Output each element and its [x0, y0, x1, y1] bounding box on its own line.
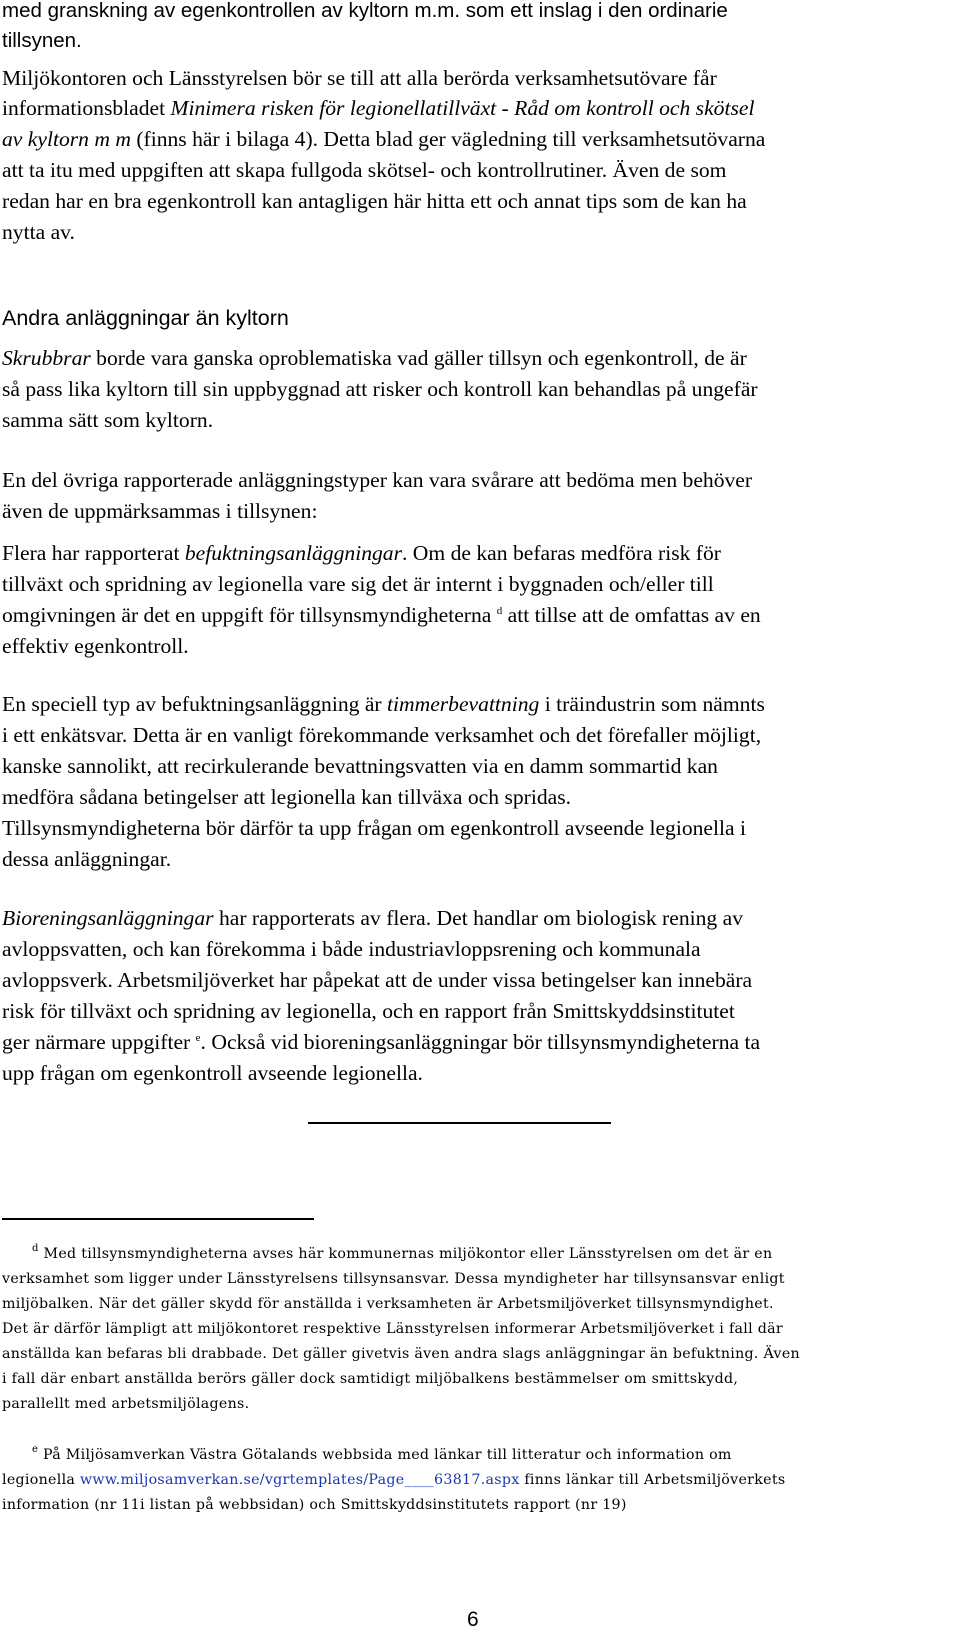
- para7-line5-text-b: . Också vid bioreningsanläggningar bör tillsynsmyndigheterna ta: [200, 1030, 761, 1054]
- term-skrubbrar: Skrubbrar: [2, 346, 91, 370]
- footnote-e-line2-text-b: finns länkar till Arbetsmiljöverkets: [519, 1472, 786, 1488]
- para7-line1-text: har rapporterats av flera. Det handlar om biologisk rening av: [213, 906, 744, 930]
- footnote-ref-d[interactable]: d: [496, 605, 503, 617]
- footnote-d-line1: [2, 1242, 772, 1266]
- footnote-d-line1-text: Med tillsynsmyndigheterna avses här kommunernas miljökontor eller Länsstyrelsen om det är en: [38, 1246, 773, 1262]
- para6-line6: dessa anläggningar.: [2, 847, 172, 871]
- para6-line1-text-a: En speciell typ av befuktningsanläggning är: [2, 692, 387, 716]
- para2-line2-text: informationsbladet: [2, 96, 171, 120]
- term-bioreningsanlaggningar: Bioreningsanläggningar: [2, 906, 214, 930]
- para5-line3: [2, 600, 761, 630]
- para7-line3: avloppsverk. Arbetsmiljöverket har påpekat att de under vissa betingelser kan innebära: [2, 968, 753, 992]
- para2-line6: nytta av.: [2, 220, 75, 244]
- footnote-d-marker: d: [32, 1243, 39, 1254]
- term-timmerbevattning: timmerbevattning: [387, 692, 540, 716]
- para6-line1-text-c: i träindustrin som nämnts: [539, 692, 765, 716]
- section-heading: Andra anläggningar än kyltorn: [2, 306, 289, 330]
- footnote-d-line3: miljöbalken. När det gäller skydd för anställda i verksamheten är Arbetsmiljöverket tillsynsmyndighet.: [2, 1296, 774, 1312]
- section-separator-rule: [308, 1122, 611, 1124]
- para7-line5-text-a: ger närmare uppgifter: [2, 1030, 196, 1054]
- footnote-separator-rule: [2, 1218, 314, 1220]
- para5-line3-text-b: att tillse att de omfattas av en: [502, 603, 761, 627]
- para6-line3: kanske sannolikt, att recirkulerande bevattningsvatten via en damm sommartid kan: [2, 754, 718, 778]
- para7-line1: [2, 903, 743, 933]
- footnote-e-marker: e: [32, 1444, 39, 1455]
- para3-line1-text: borde vara ganska oproblematiska vad gäller tillsyn och egenkontroll, de är: [90, 346, 747, 370]
- para2-line3-text: (finns här i bilaga 4). Detta blad ger vägledning till verksamhetsutövarna: [130, 127, 766, 151]
- footnote-e-line2-text-a: legionella: [2, 1472, 80, 1488]
- footnote-e-line1: [2, 1443, 732, 1467]
- term-befuktningsanlaggningar: befuktningsanläggningar: [184, 541, 402, 565]
- footnote-d-line4: Det är därför lämpligt att miljökontoret respektive Länsstyrelsen informerar Arbetsmiljöverket i fall där: [2, 1321, 783, 1337]
- footnote-d-line7: parallellt med arbetsmiljölagens.: [2, 1396, 250, 1412]
- para2-line4: att ta itu med uppgiften att skapa fullgoda skötsel- och kontrollrutiner. Även de som: [2, 158, 727, 182]
- footnote-e-line1-text: På Miljösamverkan Västra Götalands webbsida med länkar till litteratur och information om: [38, 1447, 732, 1463]
- para7-line6: upp frågan om egenkontroll avseende legionella.: [2, 1061, 423, 1085]
- page-number: 6: [467, 1608, 479, 1631]
- para3-line2: så pass lika kyltorn till sin uppbyggnad att risker och kontroll kan behandlas på ungefär: [2, 377, 758, 401]
- para6-line2: i ett enkätsvar. Detta är en vanligt förekommande verksamhet och det förefaller möjligt,: [2, 723, 762, 747]
- miljosamverkan-link[interactable]: www.miljosamverkan.se/vgrtemplates/Page____63817.aspx: [79, 1472, 520, 1488]
- para4-line1: En del övriga rapporterade anläggningstyper kan vara svårare att bedöma men behöver: [2, 468, 753, 492]
- para5-line1-text-c: . Om de kan befaras medföra risk för: [402, 541, 721, 565]
- para4-line2: även de uppmärksammas i tillsynen:: [2, 499, 318, 523]
- para5-line4: effektiv egenkontroll.: [2, 634, 189, 658]
- footnote-d-line5: anställda kan befaras bli drabbade. Det gäller givetvis även andra slags anläggningar än befuktning. Även: [2, 1346, 800, 1362]
- para3-line3: samma sätt som kyltorn.: [2, 408, 214, 432]
- footnote-e-line2: [2, 1468, 785, 1492]
- footnote-d-line6: i fall där enbart anställda berörs gäller dock samtidigt miljöbalkens bestämmelser om smittskydd,: [2, 1371, 739, 1387]
- para7-line2: avloppsvatten, och kan förekomma i både industriavloppsrening och kommunala: [2, 937, 701, 961]
- footnote-d-line2: verksamhet som ligger under Länsstyrelsens tillsynsansvar. Dessa myndigheter har tillsynsansvar enligt: [2, 1271, 785, 1287]
- leaflet-title-part2: av kyltorn m m: [2, 127, 131, 151]
- footnote-e-line3: information (nr 11i listan på webbsidan) och Smittskyddsinstitutets rapport (nr 19): [2, 1497, 627, 1513]
- para2-line2: [2, 93, 754, 123]
- para1-line2: tillsynen.: [2, 29, 82, 52]
- para1-line1: med granskning av egenkontrollen av kyltorn m.m. som ett inslag i den ordinarie: [2, 0, 728, 22]
- para6-line1: [2, 689, 765, 719]
- para6-line4: medföra sådana betingelser att legionella kan tillväxa och spridas.: [2, 785, 572, 809]
- para5-line1: [2, 538, 721, 568]
- para2-line5: redan har en bra egenkontroll kan antagligen här hitta ett och annat tips som de kan ha: [2, 189, 747, 213]
- para2-line3: [2, 124, 765, 154]
- para5-line3-text-a: omgivningen är det en uppgift för tillsynsmyndigheterna: [2, 603, 497, 627]
- para5-line2: tillväxt och spridning av legionella vare sig det är internt i byggnaden och/eller till: [2, 572, 714, 596]
- footnote-ref-e[interactable]: e: [195, 1032, 201, 1044]
- para7-line4: risk för tillväxt och spridning av legionella, och en rapport från Smittskyddsinstitutet: [2, 999, 735, 1023]
- para3-line1: [2, 343, 747, 373]
- leaflet-title-part1: Minimera risken för legionellatillväxt - Råd om kontroll och skötsel: [170, 96, 755, 120]
- para2-line1: Miljökontoren och Länsstyrelsen bör se till att alla berörda verksamhetsutövare får: [2, 66, 717, 90]
- para6-line5: Tillsynsmyndigheterna bör därför ta upp frågan om egenkontroll avseende legionella i: [2, 816, 746, 840]
- para7-line5: [2, 1027, 760, 1057]
- para5-line1-text-a: Flera har rapporterat: [2, 541, 185, 565]
